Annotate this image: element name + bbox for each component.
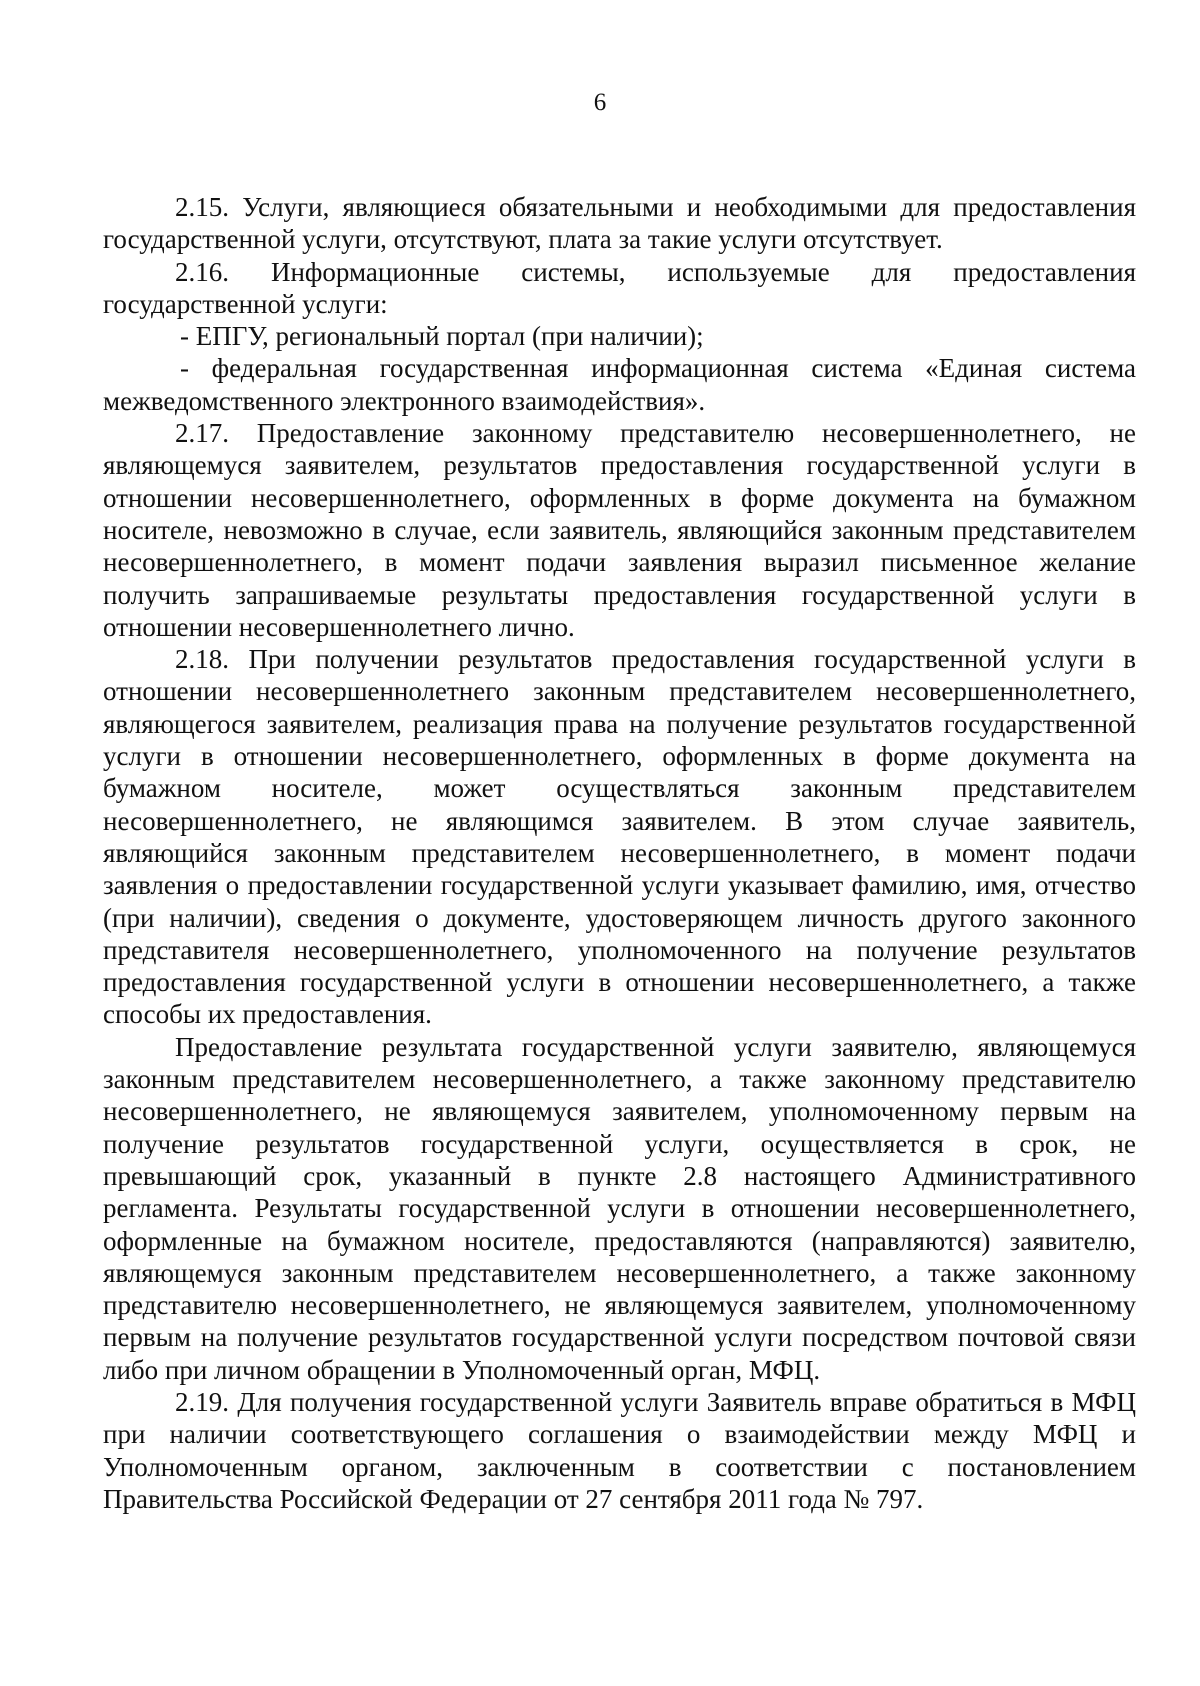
paragraph-2-18: 2.18. При получении результатов предоставления государственной услуги в отношении несовершеннолетнего законным представителем несовершеннолетнего, являющегося заявителем, реализация права на получение результатов государственной услуги в отношении несовершеннолетнего, оформленных в форме документа на бумажном носителе, может осуществляться законным представителем несовершеннолетнего, не являющимся заявителем. В этом случае заявитель, являющийся законным представителем несовершеннолетнего, в момент подачи заявления о предоставлении государственной услуги указывает фамилию, имя, отчество (при наличии), сведения о документе, удостоверяющем личность другого законного представителя несовершеннолетнего, уполномоченного на получение результатов предоставления государственной услуги в отношении несовершеннолетнего, а также способы их предоставления. (103, 644, 1136, 1030)
list-item-smev: - федеральная государственная информационная система «Единая система межведомственного электронного взаимодействия». (103, 353, 1136, 416)
list-item-epgu: - ЕПГУ, региональный портал (при наличии); (180, 321, 704, 352)
paragraph-2-18-continuation: Предоставление результата государственной услуги заявителю, являющемуся законным представителем несовершеннолетнего, а также законному представителю несовершеннолетнего, не являющемуся заявителем, уполномоченному первым на получение результатов государственной услуги, осуществляется в срок, не превышающий срок, указанный в пункте 2.8 настоящего Административного регламента. Результаты государственной услуги в отношении несовершеннолетнего, оформленные на бумажном носителе, предоставляются (направляются) заявителю, являющемуся законным представителем несовершеннолетнего, а также законному представителю несовершеннолетнего, не являющемуся заявителем, уполномоченному первым на получение результатов государственной услуги посредством почтовой связи либо при личном обращении в Уполномоченный орган, МФЦ. (103, 1031, 1136, 1385)
paragraph-2-15: 2.15. Услуги, являющиеся обязательными и необходимыми для предоставления государственной услуги, отсутствуют, плата за такие услуги отсутствует. (103, 192, 1136, 255)
paragraph-2-16: 2.16. Информационные системы, используемые для предоставления государственной услуги: (103, 256, 1136, 319)
paragraph-2-17: 2.17. Предоставление законному представителю несовершеннолетнего, не являющемуся заявителем, результатов предоставления государственной услуги в отношении несовершеннолетнего, оформленных в форме документа на бумажном носителе, невозможно в случае, если заявитель, являющийся законным представителем несовершеннолетнего, в момент подачи заявления выразил письменное желание получить запрашиваемые результаты предоставления государственной услуги в отношении несовершеннолетнего лично. (103, 418, 1136, 642)
document-body (103, 191, 1136, 1515)
paragraph-2-19: 2.19. Для получения государственной услуги Заявитель вправе обратиться в МФЦ при наличии соответствующего соглашения о взаимодействии между МФЦ и Уполномоченным органом, заключенным в соответствии с постановлением Правительства Российской Федерации от 27 сентября 2011 года № 797. (103, 1386, 1136, 1514)
page-number: 6 (593, 89, 607, 116)
